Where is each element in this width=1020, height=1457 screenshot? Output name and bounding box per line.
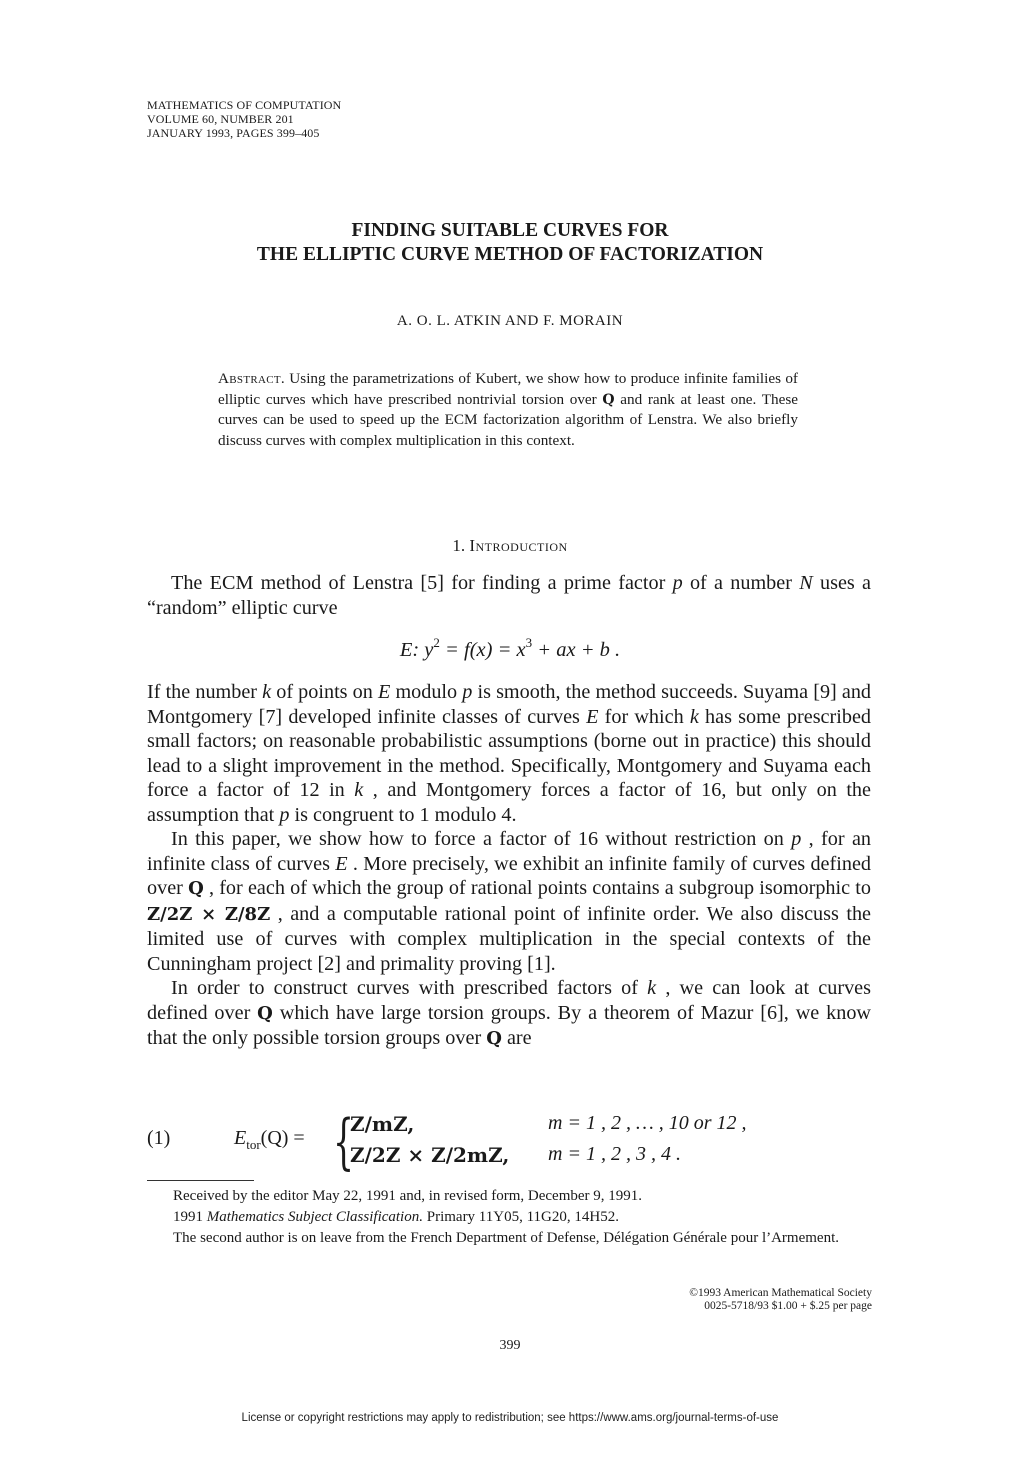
copyright-line-1: ©1993 American Mathematical Society (689, 1287, 872, 1299)
text: is smooth, the method succeeds. Suyama [9] and Montgomery [7] developed infinite classes of curves (147, 681, 872, 728)
eq-part: = f(x) = x (439, 639, 526, 661)
footnote-received: Received by the editor May 22, 1991 and, in revised form, December 9, 1991. (173, 1188, 643, 1204)
msc-label: Mathematics Subject Classification. (206, 1209, 423, 1225)
section-heading (0, 536, 1020, 556)
authors: A. O. L. ATKIN AND F. MORAIN (396, 313, 624, 329)
var-k: k (647, 977, 657, 999)
case-2-group: Z/2Z × Z/2mZ, (350, 1143, 510, 1167)
page-number: 399 (499, 1338, 521, 1353)
eq-E: E (399, 639, 413, 661)
field-Q: Q (257, 1002, 273, 1024)
paper-title (0, 219, 1020, 267)
text: In this paper, we show how to force a factor of 16 without restriction on (171, 828, 792, 850)
var-E: E (335, 852, 348, 875)
left-brace-icon: { (333, 1107, 355, 1177)
footnote-rule (147, 1180, 254, 1181)
var-p: p (791, 828, 802, 850)
eq-part: : y (412, 639, 434, 661)
copyright (689, 1287, 872, 1313)
text: , and Montgomery forces a factor of 16, but only on the assumption that (147, 779, 871, 826)
text: modulo (390, 681, 463, 703)
field-Q: Q (486, 1028, 502, 1049)
text: which have large torsion groups. By a theorem of Mazur [6], we know that the only possible torsion groups over (147, 1001, 871, 1049)
msc-codes: Primary 11Y05, 11G20, 14H52. (422, 1209, 619, 1225)
text: , for an infinite class of curves (147, 828, 871, 875)
curve-equation (0, 635, 1020, 662)
text: . More precisely, we exhibit an infinite family of curves defined over (147, 852, 871, 899)
text: of a number (682, 572, 800, 594)
intro-paragraph-3 (147, 827, 871, 976)
section-number: 1. (452, 536, 470, 555)
text: , we can look at curves defined over (147, 977, 871, 1024)
text: The ECM method of Lenstra [5] for finding a prime factor (171, 572, 673, 594)
journal-header (147, 98, 341, 140)
var-p: p (672, 572, 683, 594)
var-p: p (462, 681, 473, 703)
var-E: E (586, 705, 599, 728)
text: uses a “random” elliptic curve (147, 572, 871, 619)
intro-paragraph-2 (147, 680, 871, 827)
case-1-condition: m = 1 , 2 , … , 10 or 12 , (548, 1112, 747, 1134)
eq-part: + ax + b . (532, 639, 621, 661)
intro-body (147, 680, 871, 1052)
abstract-Q: Q (602, 391, 615, 408)
abstract-label: Abstract. (218, 370, 285, 387)
var-k: k (262, 681, 272, 703)
var-k: k (354, 779, 364, 801)
journal-volume: VOLUME 60, NUMBER 201 (147, 112, 294, 126)
footnote-note: The second author is on leave from the French Department of Defense, Délégation Générale pour l’Armement. (173, 1230, 839, 1246)
var-k: k (689, 705, 699, 728)
text: are (501, 1027, 532, 1049)
var-E: E (377, 681, 391, 703)
eq-part: (Q) = (260, 1127, 305, 1149)
abstract (218, 369, 798, 451)
text: , and a computable rational point of infinite order. We also discuss the limited use of curves with complex multiplication in the special contexts of the Cunningham project [2] and primality proving [1]. (147, 902, 871, 975)
copyright-line-2: 0025-5718/93 $1.00 + $.25 per page (704, 1300, 872, 1312)
abstract-text-a: Using the parametrizations of Kubert, we show how to produce infinite families of elliptic curves which have prescribed nontrivial torsion over (218, 370, 798, 408)
case-2-condition: m = 1 , 2 , 3 , 4 . (548, 1143, 681, 1165)
var-p: p (279, 803, 290, 826)
equation-lhs (234, 1127, 305, 1153)
var-N: N (799, 572, 813, 594)
text: , for each of which the group of rational points contains a subgroup isomorphic to (203, 877, 871, 899)
footnotes (147, 1186, 871, 1249)
eq-E: E (234, 1127, 247, 1149)
text: If the number (147, 681, 263, 703)
text: for which (598, 705, 690, 728)
footnote-msc (147, 1207, 871, 1228)
eq-exponent: 3 (525, 635, 533, 650)
eq-exponent: 2 (433, 635, 440, 650)
abstract-text-b: and rank at least one. These curves can be used to speed up the ECM factorization algorithm of Lenstra. We also briefly discuss curves with complex multiplication in this context. (218, 390, 798, 449)
intro-paragraph-4 (147, 976, 871, 1052)
field-Q: Q (188, 878, 204, 899)
title-line-1: FINDING SUITABLE CURVES FOR (351, 220, 669, 241)
license-notice: License or copyright restrictions may apply to redistribution; see https://www.ams.org/journal-terms-of-use (241, 1412, 779, 1424)
text: In order to construct curves with prescribed factors of (171, 977, 648, 999)
journal-name: MATHEMATICS OF COMPUTATION (147, 98, 342, 112)
section-title: Introduction (469, 536, 568, 555)
intro-paragraph-1 (147, 571, 871, 620)
equation-label: (1) (147, 1127, 171, 1149)
group-notation: Z/2Z × Z/8Z (147, 903, 271, 925)
title-line-2: THE ELLIPTIC CURVE METHOD OF FACTORIZATION (256, 244, 764, 265)
text: has some prescribed small factors; on reasonable probabilistic assumptions (borne out in practice) this should lead to a slight improvement in the method. Specifically, Montgomery and Suyama each force a factor of 12 in (147, 705, 871, 801)
journal-date-pages: JANUARY 1993, PAGES 399–405 (147, 126, 320, 140)
case-1-group: Z/mZ, (350, 1112, 415, 1136)
text: is congruent to 1 modulo 4. (289, 803, 517, 826)
text: of points on (271, 681, 378, 703)
eq-subscript: tor (246, 1137, 261, 1152)
text: 1991 (173, 1209, 207, 1225)
